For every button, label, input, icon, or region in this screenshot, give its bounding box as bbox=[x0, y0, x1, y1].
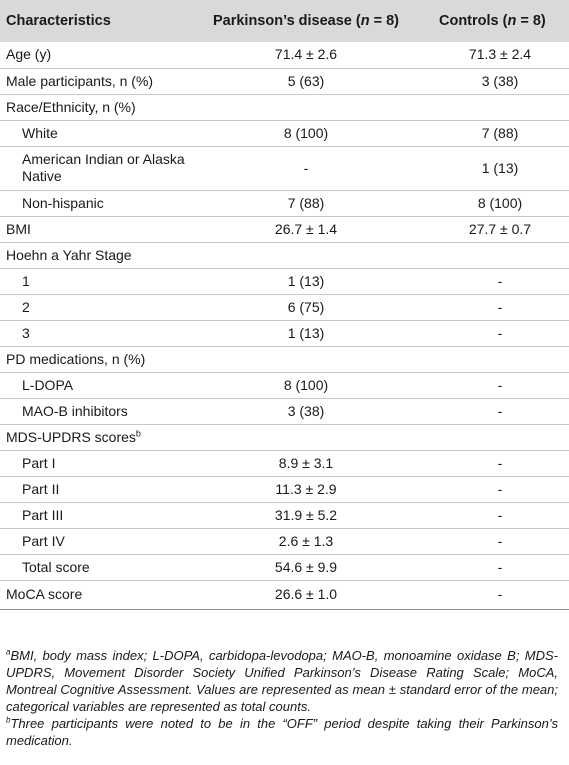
row-label-text: Part II bbox=[22, 480, 60, 497]
table-row bbox=[0, 216, 569, 242]
pd-value: 11.3 ± 2.9 bbox=[275, 480, 337, 497]
pd-value: 8.9 ± 3.1 bbox=[278, 454, 334, 471]
controls-value: - bbox=[497, 532, 503, 549]
row-label-text: 1 bbox=[22, 272, 30, 289]
footnote-mark: a bbox=[6, 647, 11, 657]
row-label bbox=[0, 450, 193, 476]
pd-value: 8 (100) bbox=[283, 124, 329, 141]
row-label bbox=[0, 398, 193, 424]
footnote-text: BMI, body mass index; L-DOPA, carbidopa-levodopa; MAO-B, monoamine oxidase B; MDS-UPDRS, Movement Disorder Society Unified Parkinson’s Disease Rating Scale; MoCA, Montreal Cognitive Assessment. Values are represented as mean ± standard error of the mean; categorical variables are represented as total counts. bbox=[6, 648, 558, 714]
row-label bbox=[0, 346, 193, 372]
pd-value: 71.4 ± 2.6 bbox=[274, 46, 338, 63]
row-label-text: White bbox=[22, 124, 58, 141]
row-label bbox=[0, 554, 193, 580]
row-label bbox=[0, 502, 193, 528]
controls-value bbox=[419, 424, 569, 450]
footnote-b bbox=[6, 715, 558, 749]
row-label bbox=[0, 528, 193, 554]
table-row bbox=[0, 476, 569, 502]
controls-value: 1 (13) bbox=[481, 159, 519, 176]
table-row bbox=[0, 320, 569, 346]
row-label bbox=[0, 94, 193, 120]
table-row bbox=[0, 268, 569, 294]
table-body bbox=[0, 42, 569, 609]
pd-value bbox=[193, 424, 419, 450]
row-label-text: American Indian or Alaska Native bbox=[22, 151, 185, 184]
row-label-text: L-DOPA bbox=[22, 376, 74, 393]
row-label bbox=[0, 268, 193, 294]
row-label bbox=[0, 320, 193, 346]
row-label-text: Hoehn a Yahr Stage bbox=[6, 246, 132, 263]
controls-value bbox=[419, 242, 569, 268]
table-row bbox=[0, 294, 569, 320]
row-label bbox=[0, 294, 193, 320]
row-label-text: PD medications, n (%) bbox=[6, 350, 146, 367]
footnote-a bbox=[6, 647, 558, 715]
table-row bbox=[0, 94, 569, 120]
row-label bbox=[0, 146, 193, 190]
row-label bbox=[0, 120, 193, 146]
controls-value: 7 (88) bbox=[481, 124, 519, 141]
table-row bbox=[0, 528, 569, 554]
pd-value: 1 (13) bbox=[287, 272, 325, 289]
table-row bbox=[0, 398, 569, 424]
pd-value: - bbox=[303, 159, 309, 176]
row-label bbox=[0, 216, 193, 242]
table-row bbox=[0, 372, 569, 398]
row-label-text: 3 bbox=[22, 324, 30, 341]
row-label-text: Race/Ethnicity, n (%) bbox=[6, 98, 136, 115]
row-label-text: Total score bbox=[22, 558, 90, 575]
table-row bbox=[0, 68, 569, 94]
pd-value bbox=[193, 346, 419, 372]
controls-value bbox=[419, 94, 569, 120]
footnote-text: Three participants were noted to be in the “OFF” period despite taking their Parkinson’s medication. bbox=[6, 716, 558, 748]
header-controls: Controls (n = 8) bbox=[439, 13, 546, 29]
table-row bbox=[0, 190, 569, 216]
row-label-text: Age (y) bbox=[6, 46, 52, 63]
pd-value: 5 (63) bbox=[287, 72, 325, 89]
footnote-mark: b bbox=[6, 715, 11, 725]
table-row bbox=[0, 424, 569, 450]
pd-value: 31.9 ± 5.2 bbox=[274, 506, 338, 523]
footnotes bbox=[6, 647, 558, 749]
pd-value: 6 (75) bbox=[287, 298, 325, 315]
controls-value: - bbox=[497, 324, 503, 341]
controls-value: - bbox=[497, 272, 503, 289]
controls-value: - bbox=[497, 558, 503, 575]
controls-value: - bbox=[497, 454, 503, 471]
controls-value: - bbox=[497, 586, 503, 602]
pd-value: 7 (88) bbox=[287, 194, 325, 211]
row-label bbox=[0, 242, 193, 268]
table-row bbox=[0, 554, 569, 580]
pd-value: 8 (100) bbox=[283, 376, 329, 393]
pd-value: 54.6 ± 9.9 bbox=[274, 558, 338, 575]
table-header-row bbox=[0, 0, 569, 42]
row-label-text: BMI bbox=[6, 220, 31, 237]
table-row bbox=[0, 42, 569, 68]
table-row bbox=[0, 120, 569, 146]
controls-value: - bbox=[497, 376, 503, 393]
table-row bbox=[0, 580, 569, 609]
pd-value: 26.7 ± 1.4 bbox=[274, 220, 338, 237]
controls-value: - bbox=[497, 506, 503, 523]
controls-value bbox=[419, 346, 569, 372]
pd-value bbox=[193, 94, 419, 120]
table-row bbox=[0, 146, 569, 190]
pd-value: 2.6 ± 1.3 bbox=[278, 532, 334, 549]
row-label-superscript: b bbox=[135, 427, 141, 438]
row-label-text: 2 bbox=[22, 298, 30, 315]
controls-value: 27.7 ± 0.7 bbox=[468, 220, 532, 237]
table-row bbox=[0, 242, 569, 268]
header-parkinsons: Parkinson’s disease (n = 8) bbox=[212, 13, 400, 29]
header-characteristics: Characteristics bbox=[6, 13, 111, 29]
pd-value: 1 (13) bbox=[287, 324, 325, 341]
row-label bbox=[0, 424, 193, 450]
row-label bbox=[0, 68, 193, 94]
controls-value: - bbox=[497, 480, 503, 497]
table-row bbox=[0, 346, 569, 372]
controls-value: - bbox=[497, 298, 503, 315]
table-row bbox=[0, 502, 569, 528]
row-label-text: MoCA score bbox=[6, 586, 83, 602]
controls-value: - bbox=[497, 402, 503, 419]
row-label bbox=[0, 476, 193, 502]
row-label-text: MDS-UPDRS scores bbox=[6, 428, 136, 445]
row-label-text: Part III bbox=[22, 506, 64, 523]
controls-value: 71.3 ± 2.4 bbox=[468, 46, 532, 63]
pd-value: 3 (38) bbox=[287, 402, 325, 419]
row-label-text: Non-hispanic bbox=[22, 194, 104, 211]
row-label bbox=[0, 580, 193, 609]
row-label bbox=[0, 190, 193, 216]
row-label-text: Male participants, n (%) bbox=[6, 72, 154, 89]
pd-value: 26.6 ± 1.0 bbox=[274, 586, 338, 602]
row-label-text: Part I bbox=[22, 454, 56, 471]
controls-value: 3 (38) bbox=[481, 72, 519, 89]
pd-value bbox=[193, 242, 419, 268]
controls-value: 8 (100) bbox=[477, 194, 523, 211]
row-label-text: MAO-B inhibitors bbox=[22, 402, 128, 419]
row-label bbox=[0, 42, 193, 68]
table-row bbox=[0, 450, 569, 476]
row-label-text: Part IV bbox=[22, 532, 65, 549]
row-label bbox=[0, 372, 193, 398]
